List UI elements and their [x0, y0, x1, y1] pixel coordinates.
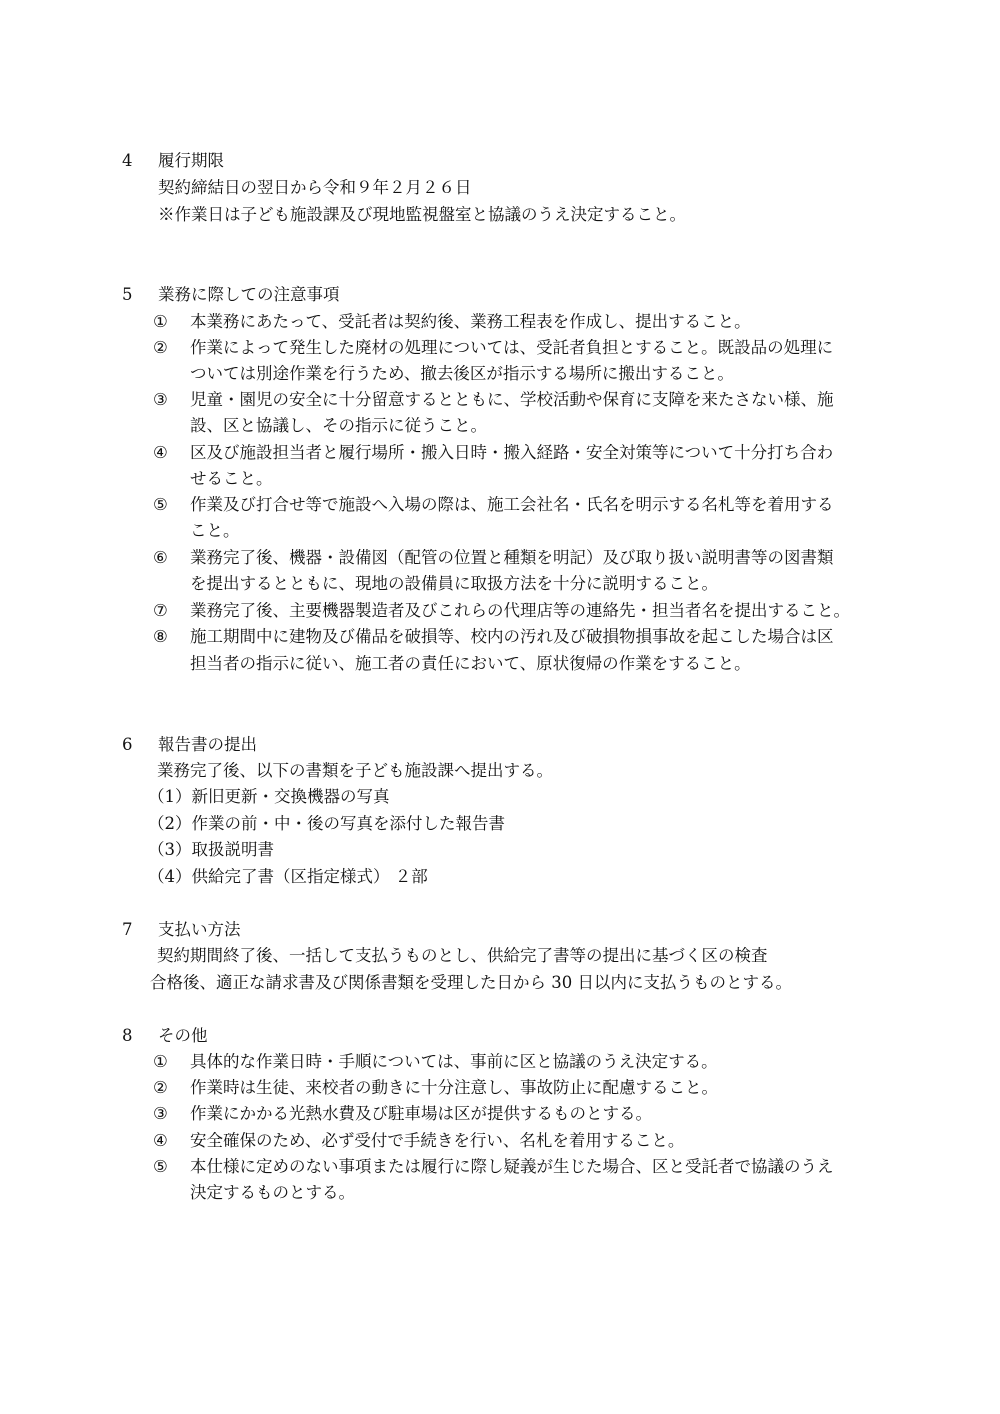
item-text: 本仕様に定めのない事項または履行に際し疑義が生じた場合、区と受託者で協議のうえ [190, 1157, 834, 1176]
section-number: 7 [122, 920, 133, 939]
item-text: 作業によって発生した廃材の処理については、受託者負担とすること。既設品の処理に [190, 338, 834, 357]
item-marker: ⑥ [153, 548, 168, 567]
item-text-continued: せること。 [190, 469, 273, 488]
item-text: 安全確保のため、必ず受付で手続きを行い、名札を着用すること。 [190, 1131, 685, 1150]
item-marker: ⑤ [153, 1157, 168, 1176]
item-text: 作業にかかる光熱水費及び駐車場は区が提供するものとする。 [190, 1104, 652, 1123]
section-title: その他 [158, 1026, 208, 1045]
item-text: 作業時は生徒、来校者の動きに十分注意し、事故防止に配慮すること。 [190, 1078, 718, 1097]
item-text: 区及び施設担当者と履行場所・搬入日時・搬入経路・安全対策等について十分打ち合わ [190, 443, 834, 462]
body-line: ※作業日は子ども施設課及び現地監視盤室と協議のうえ決定すること。 [158, 205, 686, 224]
item-text: 業務完了後、主要機器製造者及びこれらの代理店等の連絡先・担当者名を提出すること。 [190, 601, 850, 620]
item-marker: ⑧ [153, 627, 168, 646]
section-number: 8 [122, 1026, 133, 1045]
body-line: 業務完了後、以下の書類を子ども施設課へ提出する。 [157, 761, 553, 780]
item-text: 児童・園児の安全に十分留意するとともに、学校活動や保育に支障を来たさない様、施 [190, 390, 834, 409]
list-item: （2）作業の前・中・後の写真を添付した報告書 [148, 814, 505, 833]
item-marker: ① [153, 1052, 168, 1071]
item-marker: ② [153, 338, 168, 357]
item-marker: ③ [153, 1104, 168, 1123]
section-title: 報告書の提出 [158, 735, 257, 754]
body-line: 合格後、適正な請求書及び関係書類を受理した日から 30 日以内に支払うものとする。 [150, 973, 792, 992]
item-text-continued: 設、区と協議し、その指示に従うこと。 [190, 416, 487, 435]
item-text-continued: を提出するとともに、現地の設備員に取扱方法を十分に説明すること。 [190, 574, 718, 593]
item-marker: ④ [153, 1131, 168, 1150]
item-text-continued: 決定するものとする。 [190, 1183, 355, 1202]
item-marker: ⑦ [153, 601, 168, 620]
item-marker: ② [153, 1078, 168, 1097]
item-text-continued: こと。 [190, 521, 240, 540]
item-marker: ① [153, 312, 168, 331]
section-title: 支払い方法 [158, 920, 241, 939]
body-line: 契約期間終了後、一括して支払うものとし、供給完了書等の提出に基づく区の検査 [157, 946, 768, 965]
section-title: 業務に際しての注意事項 [158, 285, 340, 304]
list-item: （4）供給完了書（区指定様式） ２部 [148, 867, 428, 886]
list-item: （3）取扱説明書 [148, 840, 274, 859]
item-text: 施工期間中に建物及び備品を破損等、校内の汚れ及び破損物損事故を起こした場合は区 [190, 627, 834, 646]
item-text-continued: 担当者の指示に従い、施工者の責任において、原状復帰の作業をすること。 [190, 654, 751, 673]
section-title: 履行期限 [158, 151, 224, 170]
section-number: 5 [122, 285, 133, 304]
item-marker: ③ [153, 390, 168, 409]
item-text-continued: ついては別途作業を行うため、撤去後区が指示する場所に搬出すること。 [190, 364, 734, 383]
section-number: 6 [122, 735, 133, 754]
body-line: 契約締結日の翌日から令和９年２月２６日 [158, 178, 472, 197]
item-text: 業務完了後、機器・設備図（配管の位置と種類を明記）及び取り扱い説明書等の図書類 [190, 548, 834, 567]
item-text: 作業及び打合せ等で施設へ入場の際は、施工会社名・氏名を明示する名札等を着用する [190, 495, 834, 514]
item-marker: ④ [153, 443, 168, 462]
item-text: 具体的な作業日時・手順については、事前に区と協議のうえ決定する。 [190, 1052, 718, 1071]
item-text: 本業務にあたって、受託者は契約後、業務工程表を作成し、提出すること。 [190, 312, 751, 331]
item-marker: ⑤ [153, 495, 168, 514]
section-number: 4 [122, 151, 133, 170]
list-item: （1）新旧更新・交換機器の写真 [148, 787, 390, 806]
